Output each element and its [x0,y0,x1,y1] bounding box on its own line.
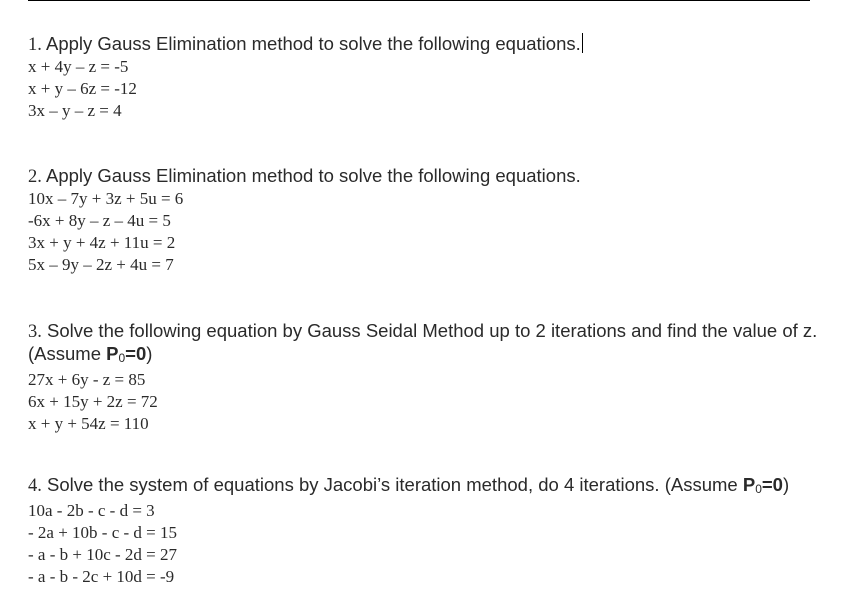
assume-subscript: 0 [755,482,762,496]
question-2-equation: 5x – 9y – 2z + 4u = 7 [28,255,174,274]
assume-value: =0 [761,474,783,495]
question-4-heading [28,474,828,500]
assume-subscript: 0 [118,351,126,365]
question-3-equation: x + y + 54z = 110 [28,414,149,433]
question-1-equation: 3x – y – z = 4 [28,101,122,120]
top-divider [28,0,810,1]
question-4-equation: - a - b - 2c + 10d = -9 [28,567,175,586]
closing-paren: ) [782,474,790,495]
question-1-equation: x + y – 6z = -12 [28,79,137,98]
closing-paren: ) [146,343,153,364]
question-4-number: 4. [28,476,42,496]
question-2-heading [28,165,828,188]
assume-variable: P [742,474,756,495]
assume-variable: P [106,343,119,364]
question-4-text: Solve the system of equations by Jacobi’s iteration method, do 4 iterations. (Assume [41,474,743,495]
question-1-equation: x + 4y – z = -5 [28,57,129,76]
question-2-text: Apply Gauss Elimination method to solve the following equations. [41,165,581,186]
question-2-equation: 10x – 7y + 3z + 5u = 6 [28,189,184,208]
question-3-heading [28,320,828,369]
question-4-equation: - 2a + 10b - c - d = 15 [28,523,177,542]
question-2 [28,165,828,276]
question-3-text: Solve the following equation by Gauss Seidal Method up to 2 iterations and find the value of z. (Assume [28,320,818,364]
question-3-number: 3. [28,322,42,342]
question-2-number: 2. [28,167,42,187]
question-1-number: 1. [28,35,42,55]
text-cursor [582,33,583,53]
question-4-equation: - a - b + 10c - 2d = 27 [28,545,177,564]
question-1-text: Apply Gauss Elimination method to solve the following equations. [41,33,581,54]
assume-value: =0 [125,343,147,364]
question-1 [28,33,828,122]
question-1-heading [28,33,828,56]
question-2-equation: -6x + 8y – z – 4u = 5 [28,211,171,230]
question-4 [28,474,828,588]
question-3-equation: 27x + 6y - z = 85 [28,370,146,389]
question-2-equation: 3x + y + 4z + 11u = 2 [28,233,176,252]
question-3-equation: 6x + 15y + 2z = 72 [28,392,158,411]
question-4-equation: 10a - 2b - c - d = 3 [28,501,155,520]
question-3 [28,320,828,435]
